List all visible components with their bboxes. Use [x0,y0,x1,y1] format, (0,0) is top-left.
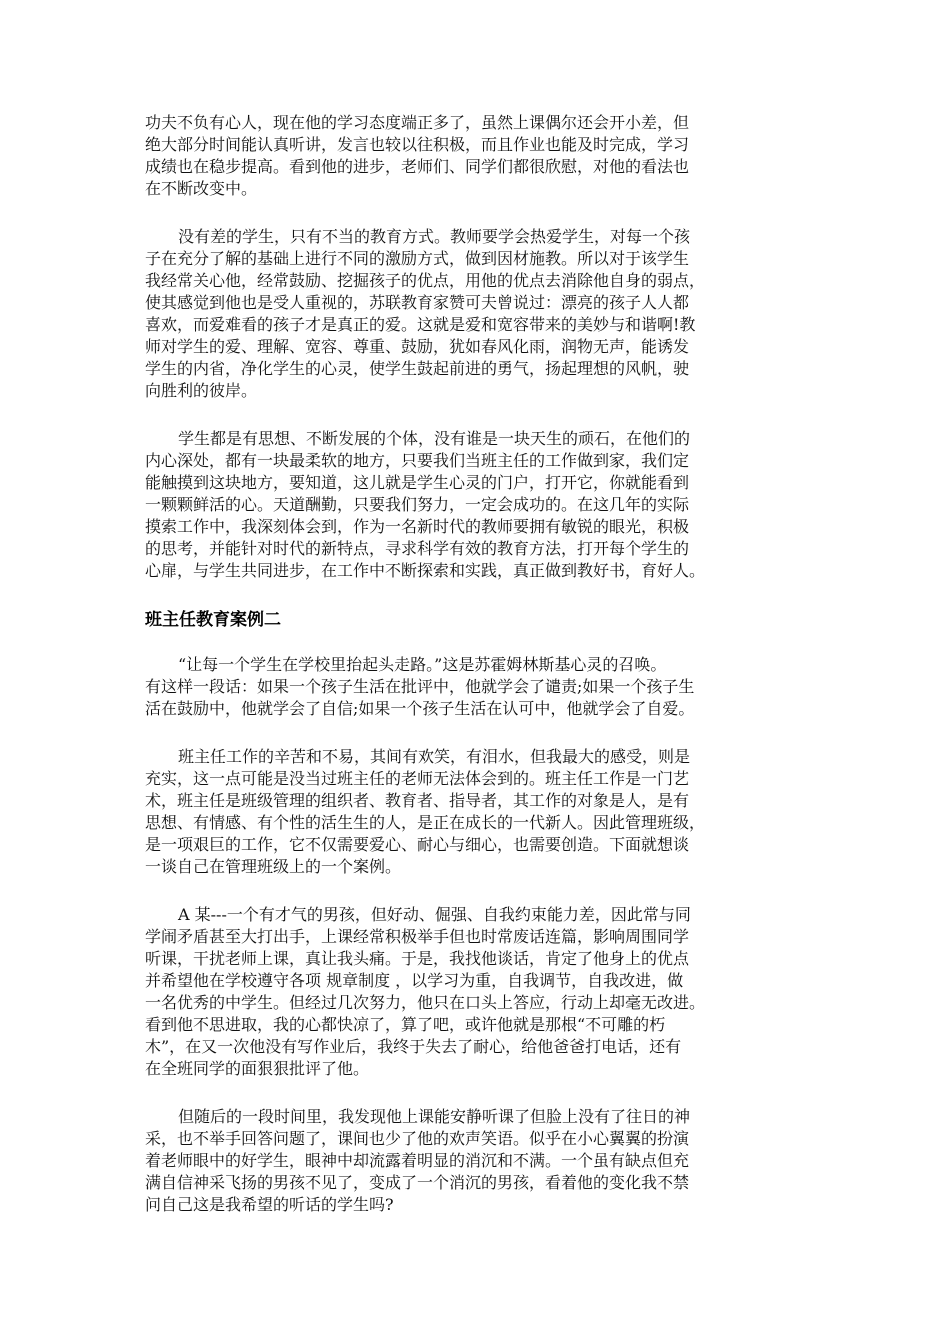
text-line: 听课，干扰老师上课，真让我头痛。于是，我找他谈话，肯定了他身上的优点 [145,949,690,968]
text-line: 向胜利的彼岸。 [145,381,258,400]
text-line: 有这样一段话：如果一个孩子生活在批评中，他就学会了谴责;如果一个孩子生 [145,677,695,696]
text-line: 思想、有情感、有个性的活生生的人，是正在成长的一代新人。因此管理班级， [145,813,706,832]
text-line: 学生的内省，净化学生的心灵，使学生鼓起前进的勇气，扬起理想的风帆，驶 [145,359,690,378]
text-line: 子在充分了解的基础上进行不同的激励方式，做到因材施教。所以对于该学生 [145,249,690,268]
text-line: 问自己这是我希望的听话的学生吗? [145,1195,394,1214]
text-line: 心扉，与学生共同进步，在工作中不断探索和实践，真正做到教好书，育好人。 [145,561,706,580]
text-line: 充实，这一点可能是没当过班主任的老师无法体会到的。班主任工作是一门艺 [145,769,690,788]
paragraph-3 [145,428,805,582]
text-line: 我经常关心他，经常鼓励、挖掘孩子的优点，用他的优点去消除他自身的弱点， [145,271,706,290]
text-line: 绝大部分时间能认真听讲，发言也较以往积极，而且作业也能及时完成，学习 [145,135,690,154]
text-line: 一谈自己在管理班级上的一个案例。 [145,857,402,876]
text-line: 没有差的学生，只有不当的教育方式。教师要学会热爱学生，对每一个孩 [178,227,691,246]
text-line: 在全班同学的面狠狠批评了他。 [145,1059,370,1078]
document-page [145,112,805,1242]
text-line: 木”，在又一次他没有写作业后，我终于失去了耐心，给他爸爸打电话，还有 [145,1037,682,1056]
text-line: 摸索工作中，我深刻体会到，作为一名新时代的教师要拥有敏锐的眼光，积极 [145,517,690,536]
text-line: 但随后的一段时间里，我发现他上课能安静听课了但脸上没有了往日的神 [178,1107,691,1126]
text-line: 是一项艰巨的工作，它不仅需要爱心、耐心与细心，也需要创造。下面就想谈 [145,835,690,854]
text-line: 学闹矛盾甚至大打出手，上课经常积极举手但也时常废话连篇，影响周围同学 [145,927,690,946]
text-line: 的思考，并能针对时代的新特点，寻求科学有效的教育方法，打开每个学生的 [145,539,690,558]
paragraph-1 [145,112,805,200]
paragraph-6 [145,904,805,1080]
text-line: 学生都是有思想、不断发展的个体，没有谁是一块天生的顽石，在他们的 [178,429,691,448]
text-line: 内心深处，都有一块最柔软的地方，只要我们当班主任的工作做到家，我们定 [145,451,690,470]
text-line: 师对学生的爱、理解、宽容、尊重、鼓励，犹如春风化雨，润物无声，能诱发 [145,337,690,356]
text-line: “让每一个学生在学校里抬起头走路。”这是苏霍姆林斯基心灵的召唤。 [178,655,667,674]
text-line: 喜欢，而爱难看的孩子才是真正的爱。这就是爱和宽容带来的美妙与和谐啊!教 [145,315,696,334]
text-line: 满自信神采飞扬的男孩不见了，变成了一个消沉的男孩，看着他的变化我不禁 [145,1173,690,1192]
paragraph-7 [145,1106,805,1216]
text-line: 并希望他在学校遵守各项 规章制度 ，以学习为重，自我调节，自我改进，做 [145,971,684,990]
paragraph-4 [145,654,805,720]
text-line: 活在鼓励中，他就学会了自信;如果一个孩子生活在认可中，他就学会了自爱。 [145,699,695,718]
text-line: 一颗颗鲜活的心。天道酬勤，只要我们努力，一定会成功的。在这几年的实际 [145,495,690,514]
section-1 [145,112,805,582]
text-line: 班主任工作的辛苦和不易，其间有欢笑，有泪水，但我最大的感受，则是 [178,747,691,766]
text-line: 成绩也在稳步提高。看到他的进步，老师们、同学们都很欣慰，对他的看法也 [145,157,690,176]
paragraph-2 [145,226,805,402]
paragraph-5 [145,746,805,878]
section-2 [145,608,805,1216]
text-line: 功夫不负有心人，现在他的学习态度端正多了，虽然上课偶尔还会开小差，但 [145,113,690,132]
text-line: 一名优秀的中学生。但经过几次努力，他只在口头上答应，行动上却毫无改进。 [145,993,706,1012]
text-line: 在不断改变中。 [145,179,258,198]
text-line: 采，也不举手回答问题了，课间也少了他的欢声笑语。似乎在小心翼翼的扮演 [145,1129,690,1148]
text-line: A 某---一个有才气的男孩，但好动、倔强、自我约束能力差，因此常与同 [178,905,691,924]
text-line: 术，班主任是班级管理的组织者、教育者、指导者，其工作的对象是人，是有 [145,791,690,810]
text-line: 看到他不思进取，我的心都快凉了，算了吧，或许他就是那根“不可雕的朽 [145,1015,666,1034]
section-heading: 班主任教育案例二 [145,610,281,630]
text-line: 能触摸到这块地方，要知道，这儿就是学生心灵的门户，打开它，你就能看到 [145,473,690,492]
text-line: 着老师眼中的好学生，眼神中却流露着明显的消沉和不满。一个虽有缺点但充 [145,1151,690,1170]
text-line: 使其感觉到他也是受人重视的，苏联教育家赞可夫曾说过：漂亮的孩子人人都 [145,293,690,312]
